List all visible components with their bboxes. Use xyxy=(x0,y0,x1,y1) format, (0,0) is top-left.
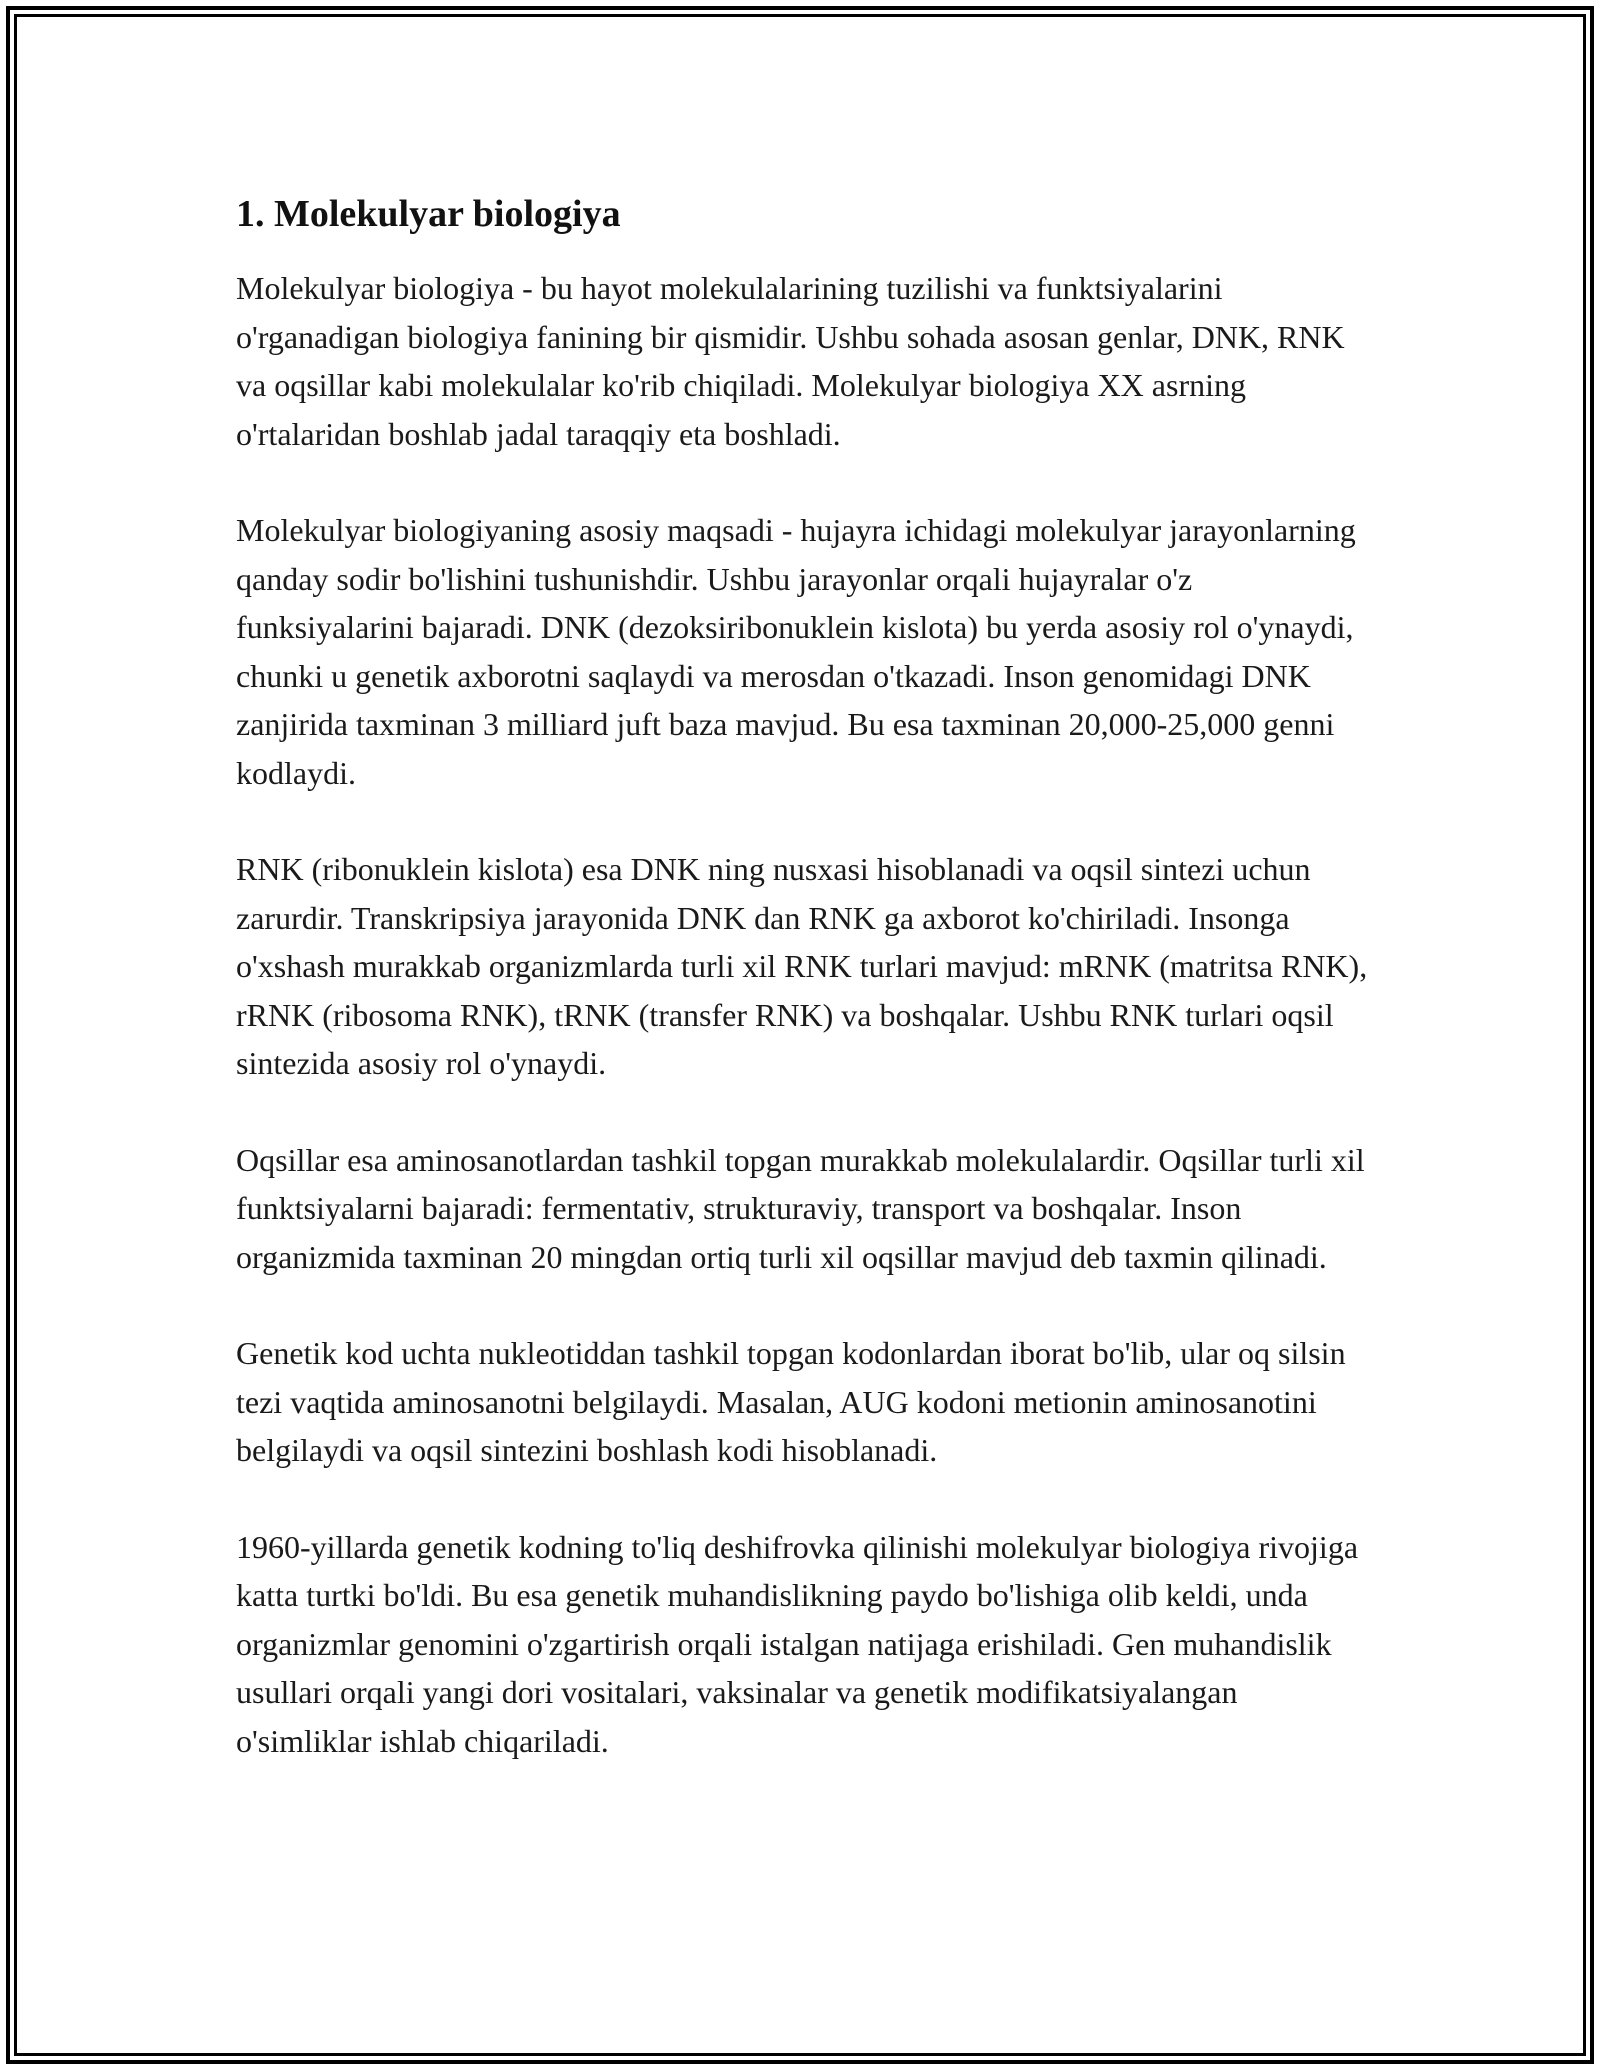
document-body xyxy=(236,186,1376,1765)
paragraph-3: RNK (ribonuklein kislota) esa DNK ning nusxasi hisoblanadi va oqsil sintezi uchun zarurdir. Transkripsiya jarayonida DNK dan RNK ga axborot ko'chiriladi. Insonga o'xshash murakkab organizmlarda turli xil RNK turlari mavjud: mRNK (matritsa RNK), rRNK (ribosoma RNK), tRNK (transfer RNK) va boshqalar. Ushbu RNK turlari oqsil sintezida asosiy rol o'ynaydi. xyxy=(236,851,1368,1081)
paragraph-2: Molekulyar biologiyaning asosiy maqsadi - hujayra ichidagi molekulyar jarayonlarning qanday sodir bo'lishini tushunishdir. Ushbu jarayonlar orqali hujayralar o'z funksiyalarini bajaradi. DNK (dezoksiribonuklein kislota) bu yerda asosiy rol o'ynaydi, chunki u genetik axborotni saqlaydi va merosdan o'tkazadi. Inson genomidagi DNK zanjirida taxminan 3 milliard juft baza mavjud. Bu esa taxminan 20,000-25,000 genni kodlaydi. xyxy=(236,512,1356,791)
paragraph-1: Molekulyar biologiya - bu hayot molekulalarining tuzilishi va funktsiyalarini o'rganadigan biologiya fanining bir qismidir. Ushbu sohada asosan genlar, DNK, RNK va oqsillar kabi molekulalar ko'rib chiqiladi. Molekulyar biologiya XX asrning o'rtalaridan boshlab jadal taraqqiy eta boshladi. xyxy=(236,270,1345,452)
paragraph-4: Oqsillar esa aminosanotlardan tashkil topgan murakkab molekulalardir. Oqsillar turli xil funktsiyalarni bajaradi: fermentativ, strukturaviy, transport va boshqalar. Inson organizmida taxminan 20 mingdan ortiq turli xil oqsillar mavjud deb taxmin qilinadi. xyxy=(236,1141,1365,1275)
paragraph-5: Genetik kod uchta nukleotiddan tashkil topgan kodonlardan iborat bo'lib, ular oq silsin tezi vaqtida aminosanotni belgilaydi. Masalan, AUG kodoni metionin aminosanotini belgilaydi va oqsil sintezini boshlash kodi hisoblanadi. xyxy=(236,1335,1346,1468)
section-heading: 1. Molekulyar biologiya xyxy=(236,193,621,235)
paragraph-6: 1960-yillarda genetik kodning to'liq deshifrovka qilinishi molekulyar biologiya rivojiga katta turtki bo'ldi. Bu esa genetik muhandislikning paydo bo'lishiga olib keldi, unda organizmlar genomini o'zgartirish orqali istalgan natijaga erishiladi. Gen muhandislik usullari orqali yangi dori vositalari, vaksinalar va genetik modifikatsiyalangan o'simliklar ishlab chiqariladi. xyxy=(236,1528,1359,1759)
